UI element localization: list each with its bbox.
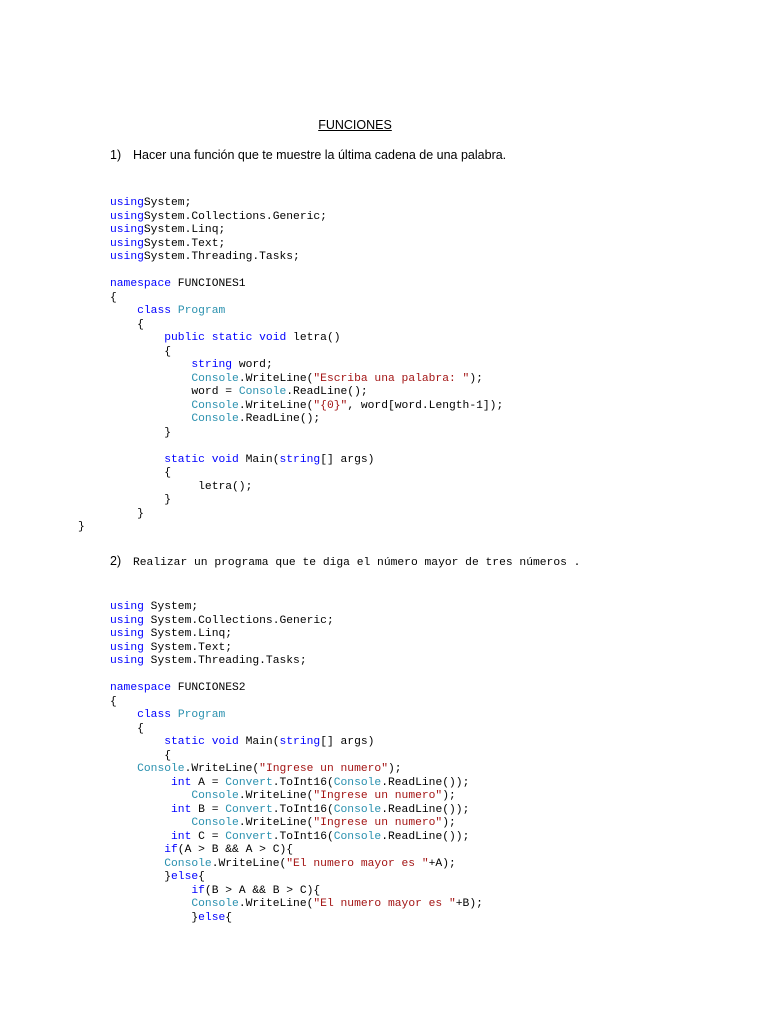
code-text [110,817,191,829]
keyword: using [110,251,144,263]
code-text: FUNCIONES2 [171,682,246,694]
keyword: using [110,628,144,640]
code-text: .ReadLine(); [286,386,368,398]
code-text: System; [143,601,199,613]
code-text [110,400,191,412]
code-text [110,373,191,385]
type-name: Console [137,763,185,775]
keyword: string [279,453,321,466]
code-line [110,628,483,642]
keyword: using [110,614,144,627]
code-text: System.Collections.Generic; [143,210,327,223]
code-line [110,858,483,872]
code-line [110,373,503,387]
code-line [110,427,503,441]
code-line [110,494,503,508]
type-name: Console [191,413,239,425]
code-line [110,655,483,669]
type-name: Console [191,372,239,385]
code-text: System.Threading.Tasks; [143,655,307,667]
code-text [110,359,191,371]
type-name: Convert [225,803,273,816]
string-literal: "El numero mayor es " [313,898,456,910]
string-literal: "Ingrese un numero" [313,790,443,802]
code-text: } [110,507,144,520]
code-text [110,305,137,317]
keyword: int [171,803,192,816]
code-line [110,346,503,360]
code-text: System.Text; [143,237,226,250]
keyword: using [110,601,144,613]
code-text: .ToInt16( [272,803,334,816]
code-text: .ReadLine(); [238,413,321,425]
code-text [110,898,191,910]
keyword: using [110,197,144,209]
keyword: int [171,776,192,789]
code-line [110,319,503,333]
code-text: C = [191,830,226,843]
code-line [110,790,483,804]
code-text: Main( [238,736,280,748]
code-text: [] args) [320,453,375,466]
code-text: +A); [428,857,456,870]
code-text: { [225,911,233,924]
type-name: Console [238,386,287,398]
code-line [110,642,483,656]
code-text [171,305,178,317]
code-text: .ReadLine()); [381,803,470,816]
code-text: word = [110,386,239,398]
keyword: using [110,210,144,223]
type-name: Console [191,898,239,910]
code-block-1 [78,197,504,535]
code-text: System.Threading.Tasks; [143,251,300,263]
code-text: FUNCIONES1 [171,278,246,290]
code-text: ); [442,817,456,829]
code-line [110,912,483,926]
code-line [110,763,483,777]
code-text: } [110,871,172,883]
code-text: , word[word.Length-1]); [347,399,504,412]
keyword: class [137,709,172,721]
code-text: } [110,494,172,506]
type-name: Console [333,776,382,789]
code-text: } [110,911,199,924]
code-text: { [110,722,144,735]
code-line [110,804,483,818]
code-line [110,871,483,885]
code-text: A = [191,776,226,789]
code-text: } [78,521,85,533]
code-line [110,224,503,238]
code-text: .WriteLine( [184,763,260,775]
code-text: ); [442,790,456,802]
keyword: using [110,655,144,667]
code-line [110,696,483,710]
question-number: 2) [110,554,122,568]
code-line [110,454,503,468]
code-text [110,804,171,816]
code-text: ); [387,763,402,775]
question-text: Realizar un programa que te diga el número mayor de tres números . [133,557,581,569]
keyword: using [110,224,144,236]
keyword: using [110,641,144,654]
code-text: System.Collections.Generic; [143,614,334,627]
code-text: .WriteLine( [211,857,287,870]
type-name: Console [333,830,382,843]
code-text [110,709,137,721]
code-text [110,831,171,843]
type-name: Console [191,817,239,829]
code-line [110,440,503,454]
code-text [171,709,178,721]
type-name: Console [333,803,382,816]
code-line [110,508,503,522]
code-line [110,736,483,750]
code-block-2 [110,601,483,925]
code-text: +B); [455,898,483,910]
code-line [110,278,503,292]
code-text: .ToInt16( [272,830,334,843]
keyword: string [191,359,233,371]
page-title: FUNCIONES [318,118,392,132]
code-text: B = [191,803,226,816]
code-text: Main( [238,453,280,466]
code-text: .WriteLine( [238,898,314,910]
code-text: (A > B && A > C){ [177,844,294,856]
code-text [110,736,164,748]
code-text [110,413,191,425]
code-text [110,858,164,870]
code-text: { [110,291,117,304]
keyword: else [171,871,199,883]
type-name: Program [177,305,226,317]
question-text: Hacer una función que te muestre la última cadena de una palabra. [133,148,507,162]
keyword: static void [164,453,239,466]
type-name: Convert [225,830,273,843]
type-name: Console [164,857,212,870]
keyword: class [137,305,172,317]
code-text: letra() [286,332,341,344]
code-text: .WriteLine( [238,817,314,829]
code-text [110,454,164,466]
code-line [78,521,503,535]
code-text: } [110,426,172,439]
code-text: { [110,318,144,331]
code-text: System; [143,197,192,209]
code-text: { [110,345,172,358]
code-line [110,359,503,373]
keyword: public static void [164,332,287,344]
code-text: .WriteLine( [238,372,314,385]
type-name: Console [191,399,239,412]
code-line [110,669,483,683]
keyword: if [164,844,178,856]
keyword: namespace [110,682,172,694]
code-text: .WriteLine( [238,790,314,802]
string-literal: "Ingrese un numero" [313,817,443,829]
code-text: .ReadLine()); [381,830,470,843]
code-text: .WriteLine( [238,399,314,412]
question-1 [110,148,506,162]
string-literal: "Escriba una palabra: " [313,372,470,385]
code-line [110,682,483,696]
type-name: Console [191,790,239,802]
code-text: word; [232,359,273,371]
keyword: namespace [110,278,172,290]
code-text [110,777,171,789]
type-name: Program [177,709,226,721]
code-text: (B > A && B > C){ [204,884,321,897]
string-literal: "El numero mayor es " [286,857,429,870]
code-text: .ReadLine()); [381,776,470,789]
code-line [110,898,483,912]
keyword: string [279,736,321,748]
keyword: if [191,884,205,897]
code-line [110,481,503,495]
code-line [110,332,503,346]
code-line [110,723,483,737]
code-text: [] args) [320,736,375,748]
code-text: { [198,871,205,883]
code-line [110,211,503,225]
code-line [110,238,503,252]
code-line [110,251,503,265]
code-text: .ToInt16( [272,776,334,789]
code-line [110,777,483,791]
code-line [110,197,503,211]
code-text: { [110,467,172,479]
code-line [110,885,483,899]
code-line [110,601,483,615]
code-text [110,885,191,897]
code-line [110,386,503,400]
code-line [110,709,483,723]
question-2 [110,554,580,569]
code-text [110,763,137,775]
code-text [110,790,191,802]
code-text: System.Linq; [143,628,233,640]
code-line [110,400,503,414]
code-text: ); [469,372,483,385]
code-line [110,265,503,279]
keyword: using [110,237,144,250]
code-line [110,831,483,845]
string-literal: "Ingrese un numero" [259,763,388,775]
keyword: static void [164,736,239,748]
string-literal: "{0}" [313,399,348,412]
code-line [110,817,483,831]
code-line [110,292,503,306]
code-line [110,844,483,858]
keyword: int [171,830,192,843]
code-text: System.Text; [143,641,233,654]
code-text: { [110,695,117,708]
question-number: 1) [110,148,122,162]
code-text [110,844,164,856]
keyword: else [198,911,226,924]
code-line [110,615,483,629]
code-text: System.Linq; [143,224,226,236]
code-line [110,467,503,481]
code-line [110,413,503,427]
code-line [110,750,483,764]
code-text: { [110,749,172,762]
type-name: Convert [225,776,273,789]
code-text [110,332,164,344]
code-text: letra(); [110,480,253,493]
code-line [110,305,503,319]
